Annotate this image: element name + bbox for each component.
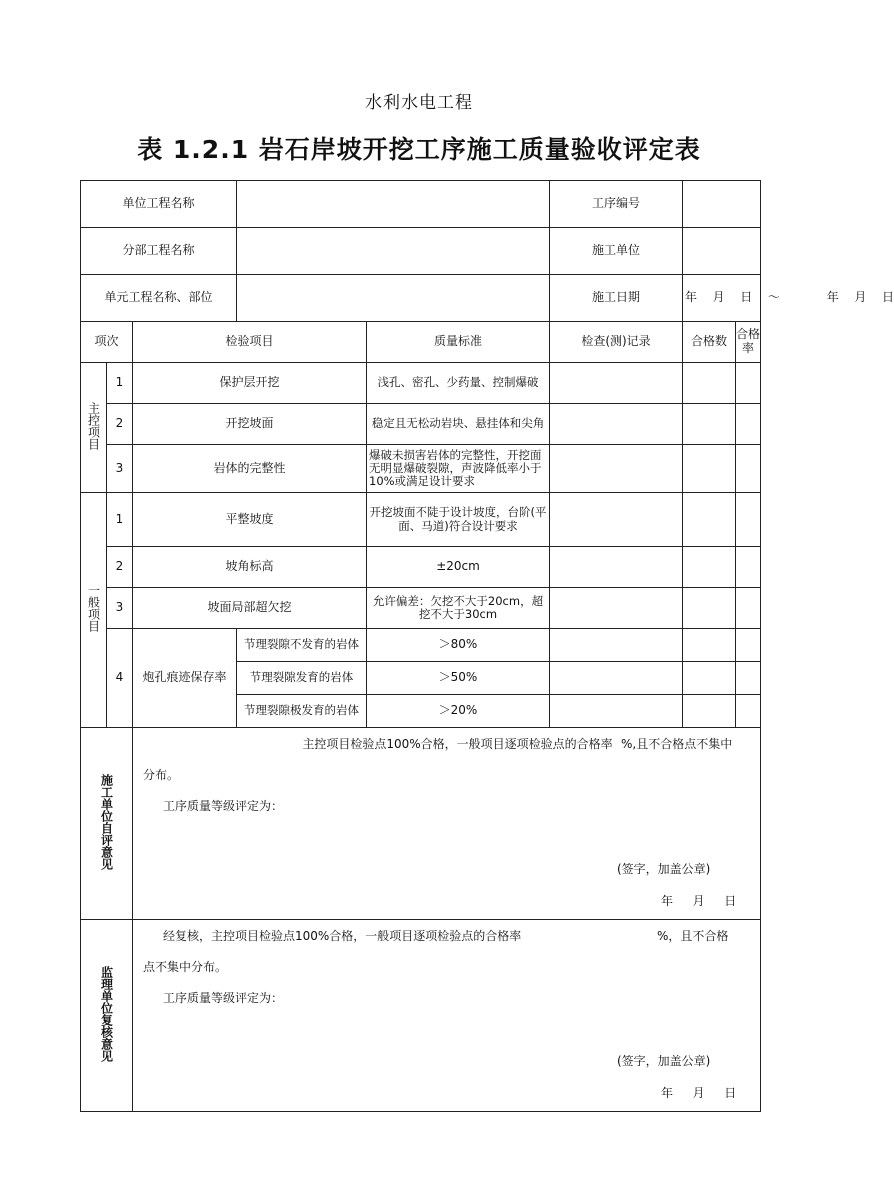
- item-no: 2: [107, 404, 133, 445]
- sub-item: 节理裂隙发育的岩体: [237, 662, 367, 695]
- pass-cells: [683, 363, 761, 404]
- record-cell[interactable]: [550, 493, 683, 547]
- col-check-item: 检验项目: [133, 322, 367, 363]
- pass-count-cell[interactable]: [683, 588, 736, 628]
- pass-rate-cell[interactable]: [736, 662, 760, 694]
- pass-count-cell[interactable]: [683, 363, 736, 403]
- evaluation-table: [80, 180, 894, 1112]
- supervision-opinion-line2: 点不集中分布。: [143, 960, 228, 974]
- pass-cells: [683, 588, 761, 629]
- general-items-label: 一般项目: [86, 584, 101, 633]
- pass-count-cell[interactable]: [683, 547, 736, 587]
- process-no-label: 工序编号: [550, 181, 683, 228]
- table-row: [81, 445, 761, 493]
- main-items-label: 主控项目: [86, 401, 101, 450]
- construction-opinion-label-cell: [81, 728, 133, 920]
- constructor-field[interactable]: [683, 228, 761, 275]
- element-label: 单元工程名称、部位: [81, 275, 237, 322]
- pass-cells: [683, 695, 761, 728]
- supervision-opinion-text: 经复核，主控项目检验点100%合格，一般项目逐项检验点的合格率: [163, 929, 522, 943]
- col-record: 检查(测)记录: [550, 322, 683, 363]
- pass-rate-cell[interactable]: [736, 363, 760, 403]
- record-cell[interactable]: [550, 445, 683, 493]
- record-cell[interactable]: [550, 695, 683, 728]
- info-row: [81, 228, 761, 275]
- col-item-no: 项次: [81, 322, 133, 363]
- quality-standard: ±20cm: [367, 547, 550, 588]
- element-field[interactable]: [237, 275, 550, 322]
- pass-cells: [683, 629, 761, 662]
- check-item: 保护层开挖: [133, 363, 367, 404]
- quality-standard: ＞80%: [367, 629, 550, 662]
- quality-standard: 开挖坡面不陡于设计坡度，台阶(平面、马道)符合设计要求: [367, 493, 550, 547]
- quality-standard: 爆破未损害岩体的完整性，开挖面无明显爆破裂隙，声波降低率小于10%或满足设计要求: [367, 445, 550, 493]
- info-row: [81, 275, 761, 322]
- construction-signature: (签字，加盖公章): [617, 862, 711, 876]
- date-field[interactable]: 年 月 日 ～ 年 月 日: [683, 275, 761, 322]
- quality-standard: 允许偏差：欠挖不大于20cm，超挖不大于30cm: [367, 588, 550, 629]
- supervision-signature: (签字，加盖公章): [617, 1054, 711, 1068]
- construction-date: 年 月 日: [661, 894, 737, 908]
- supervision-opinion-line1: [163, 929, 729, 944]
- supervision-grade-line: 工序质量等级评定为：: [163, 991, 284, 1005]
- pass-rate-cell[interactable]: [736, 588, 760, 628]
- division-label: 分部工程名称: [81, 228, 237, 275]
- pass-rate-cell[interactable]: [736, 629, 760, 661]
- pass-cells: [683, 445, 761, 493]
- pass-count-cell[interactable]: [683, 445, 736, 492]
- table-row: [81, 588, 761, 629]
- item-no: 1: [107, 363, 133, 404]
- construction-opinion-line2: 分布。: [143, 768, 180, 782]
- construction-opinion-line1: [163, 738, 752, 752]
- table-row: [81, 493, 761, 547]
- record-cell[interactable]: [550, 629, 683, 662]
- pass-count-cell[interactable]: [683, 404, 736, 444]
- col-pass-group: [683, 322, 761, 363]
- pass-count-cell[interactable]: [683, 695, 736, 727]
- document-category: 水利水电工程: [365, 93, 473, 113]
- check-item: 坡面局部超欠挖: [133, 588, 367, 629]
- quality-standard: 稳定且无松动岩块、悬挂体和尖角: [367, 404, 550, 445]
- construction-grade-line: 工序质量等级评定为：: [163, 799, 284, 813]
- check-item: 坡角标高: [133, 547, 367, 588]
- date-label: 施工日期: [550, 275, 683, 322]
- record-cell[interactable]: [550, 547, 683, 588]
- check-item: 岩体的完整性: [133, 445, 367, 493]
- pass-rate-cell[interactable]: [736, 547, 760, 587]
- pass-cells: [683, 493, 761, 547]
- col-pass-count: 合格数: [683, 322, 736, 362]
- main-items-group: [81, 363, 107, 493]
- supervision-opinion-body[interactable]: [133, 920, 761, 1112]
- table-row: [81, 363, 761, 404]
- supervision-opinion-text-right: %，且不合格: [657, 929, 729, 943]
- record-cell[interactable]: [550, 662, 683, 695]
- item-no: 4: [107, 629, 133, 728]
- sub-item: 节理裂隙不发育的岩体: [237, 629, 367, 662]
- pass-rate-cell[interactable]: [736, 493, 760, 546]
- info-row: [81, 181, 761, 228]
- supervision-opinion-row: [81, 920, 761, 1112]
- construction-opinion-text-right: %,且不合格点不集中: [621, 737, 733, 751]
- pass-cells: [683, 662, 761, 695]
- pass-rate-cell[interactable]: [736, 695, 760, 727]
- constructor-label: 施工单位: [550, 228, 683, 275]
- table-row: [81, 404, 761, 445]
- supervision-date: 年 月 日: [661, 1086, 737, 1100]
- supervision-opinion-label-cell: [81, 920, 133, 1112]
- construction-opinion-label: 施工单位自评意见: [99, 773, 114, 870]
- pass-cells: [683, 404, 761, 445]
- check-item: 炮孔痕迹保存率: [133, 629, 237, 728]
- pass-count-cell[interactable]: [683, 493, 736, 546]
- table-row: [81, 547, 761, 588]
- unit-project-field[interactable]: [237, 181, 550, 228]
- quality-standard: ＞20%: [367, 695, 550, 728]
- pass-count-cell[interactable]: [683, 662, 736, 694]
- check-item: 开挖坡面: [133, 404, 367, 445]
- process-no-field[interactable]: [683, 181, 761, 228]
- construction-opinion-body[interactable]: [133, 728, 761, 920]
- construction-opinion-text: 主控项目检验点100%合格，一般项目逐项检验点的合格率: [302, 737, 613, 751]
- construction-opinion-row: [81, 728, 761, 920]
- quality-standard: ＞50%: [367, 662, 550, 695]
- check-item: 平整坡度: [133, 493, 367, 547]
- unit-project-label: 单位工程名称: [81, 181, 237, 228]
- col-standard: 质量标准: [367, 322, 550, 363]
- item-no: 1: [107, 493, 133, 547]
- item-no: 2: [107, 547, 133, 588]
- record-cell[interactable]: [550, 588, 683, 629]
- table-row: [81, 629, 761, 662]
- pass-cells: [683, 547, 761, 588]
- supervision-opinion-label: 监理单位复核意见: [99, 965, 114, 1062]
- general-items-group: [81, 493, 107, 728]
- item-no: 3: [107, 588, 133, 629]
- pass-count-cell[interactable]: [683, 629, 736, 661]
- sub-item: 节理裂隙极发育的岩体: [237, 695, 367, 728]
- column-header-row: [81, 322, 761, 363]
- pass-rate-cell[interactable]: [736, 404, 760, 444]
- col-pass-rate: 合格率: [736, 327, 761, 355]
- page-title: 表 1.2.1 岩石岸坡开挖工序施工质量验收评定表: [137, 135, 701, 164]
- item-no: 3: [107, 445, 133, 493]
- quality-standard: 浅孔、密孔、少药量、控制爆破: [367, 363, 550, 404]
- record-cell[interactable]: [550, 363, 683, 404]
- division-field[interactable]: [237, 228, 550, 275]
- pass-rate-cell[interactable]: [736, 445, 760, 492]
- record-cell[interactable]: [550, 404, 683, 445]
